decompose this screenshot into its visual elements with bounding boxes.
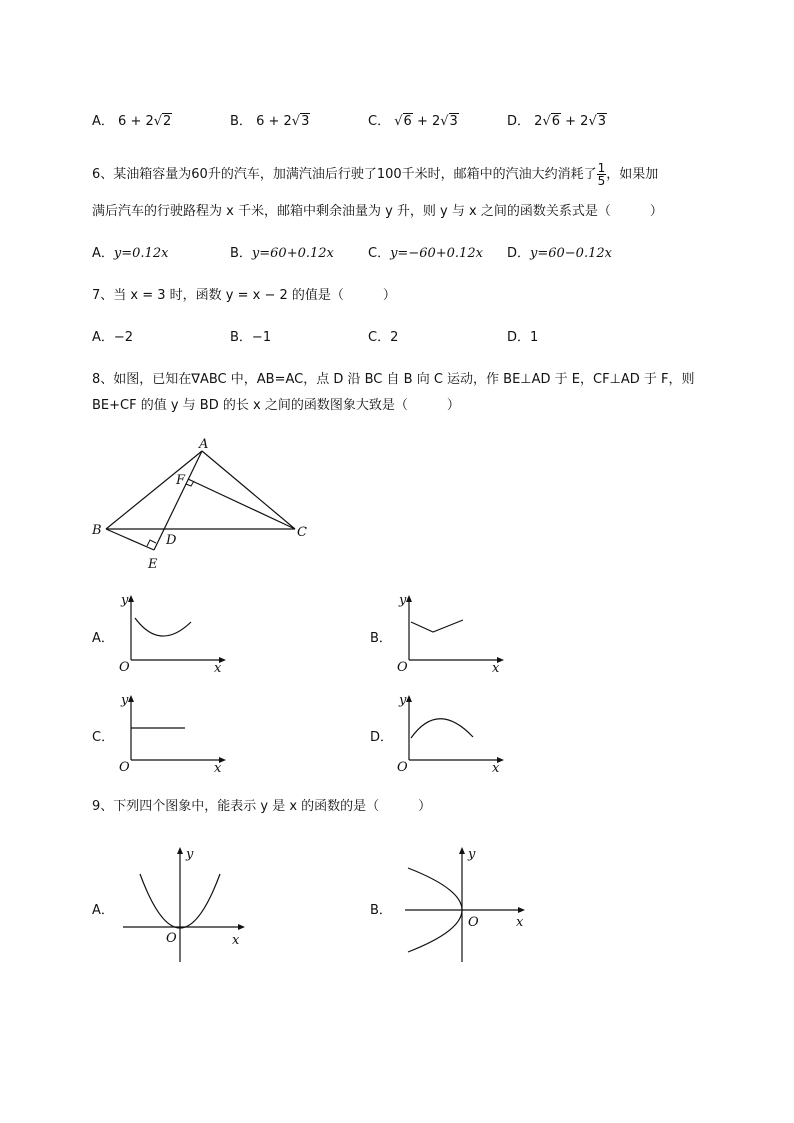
q9-option-a-letter[interactable]: A．: [92, 903, 114, 918]
sqrt-symbol: √: [153, 114, 163, 129]
axis-label-o: O: [166, 931, 177, 946]
q8-option-d-letter[interactable]: D．: [370, 730, 394, 745]
sqrt-symbol: √: [440, 114, 449, 129]
triangle-figure: [88, 432, 328, 582]
q7-option-a[interactable]: A．−2: [92, 330, 134, 345]
q9-option-b-letter[interactable]: B．: [370, 903, 392, 918]
q6-option-d[interactable]: D．y=60−0.12x: [507, 246, 612, 261]
axis-label-x: x: [214, 661, 222, 675]
q9-graph-a[interactable]: [118, 842, 258, 967]
q6-stem-line1: 6、某油箱容量为60升的汽车，加满汽油后行驶了100千米时，邮箱中的汽油大约消耗了 $\frac{1}{5}$ ，如果加: [92, 161, 659, 188]
q5-option-d[interactable]: D． 2√6 + 2√3: [507, 114, 607, 129]
axis-label-y: y: [186, 847, 194, 862]
axis-label-y: y: [399, 693, 407, 708]
axis-label-o: O: [468, 915, 479, 930]
q8-graph-d[interactable]: [393, 690, 508, 775]
axis-label-x: x: [232, 933, 240, 948]
axis-label-o: O: [397, 760, 408, 775]
axis-label-x: x: [492, 761, 500, 775]
q7-stem: 7、当 x = 3 时，函数 y = x − 2 的值是（ ）: [92, 288, 396, 303]
q8-graph-a[interactable]: [115, 590, 230, 675]
label-b: B: [92, 523, 102, 538]
q5-option-a[interactable]: A． 6 + 2√2: [92, 114, 172, 129]
q8-option-a-letter[interactable]: A．: [92, 631, 114, 646]
axis-label-y: y: [121, 693, 129, 708]
axis-label-y: y: [468, 847, 476, 862]
axis-label-x: x: [492, 661, 500, 675]
q8-graph-c[interactable]: [115, 690, 230, 775]
sqrt-symbol: √: [291, 114, 301, 129]
q7-option-c[interactable]: C．2: [368, 330, 399, 345]
label-d: D: [166, 533, 177, 548]
q9-stem: 9、下列四个图象中，能表示 y 是 x 的函数的是（ ）: [92, 799, 432, 814]
axis-label-x: x: [214, 761, 222, 775]
sqrt-symbol: √: [588, 114, 597, 129]
axis-label-o: O: [119, 760, 130, 775]
q5-option-b[interactable]: B． 6 + 2√3: [230, 114, 310, 129]
q6-option-a[interactable]: A．y=0.12x: [92, 246, 169, 261]
label-c: C: [297, 525, 307, 540]
label-a: A: [199, 437, 209, 452]
q9-graph-b[interactable]: [400, 842, 540, 967]
q8-option-c-letter[interactable]: C．: [92, 730, 115, 745]
label-e: E: [148, 557, 158, 572]
q7-option-b[interactable]: B．−1: [230, 330, 272, 345]
q5-option-c[interactable]: C． √6 + 2√3: [368, 114, 458, 129]
q6-stem-line2: 满后汽车的行驶路程为 x 千米，邮箱中剩余油量为 y 升，则 y 与 x 之间的函数关系式是（ ）: [92, 204, 663, 219]
q8-graph-b[interactable]: [393, 590, 508, 675]
axis-label-x: x: [516, 915, 524, 930]
q8-stem-line2: BE+CF 的值 y 与 BD 的长 x 之间的函数图象大致是（ ）: [92, 398, 460, 413]
axis-label-o: O: [397, 660, 408, 675]
q6-option-c[interactable]: C．y=−60+0.12x: [368, 246, 483, 261]
q8-option-b-letter[interactable]: B．: [370, 631, 392, 646]
axis-label-y: y: [399, 593, 407, 608]
sqrt-symbol: √: [542, 114, 551, 129]
q6-option-b[interactable]: B．y=60+0.12x: [230, 246, 334, 261]
axis-label-y: y: [121, 593, 129, 608]
fraction-one-fifth: $\frac{1}{5}$: [597, 161, 606, 188]
axis-label-o: O: [119, 660, 130, 675]
sqrt-symbol: √: [394, 114, 403, 129]
q8-stem-line1: 8、如图，已知在∇ABC 中，AB=AC，点 D 沿 BC 自 B 向 C 运动，作 BE⊥AD 于 E，CF⊥AD 于 F，则: [92, 372, 695, 387]
q7-option-d[interactable]: D．1: [507, 330, 539, 345]
label-f: F: [176, 473, 186, 488]
